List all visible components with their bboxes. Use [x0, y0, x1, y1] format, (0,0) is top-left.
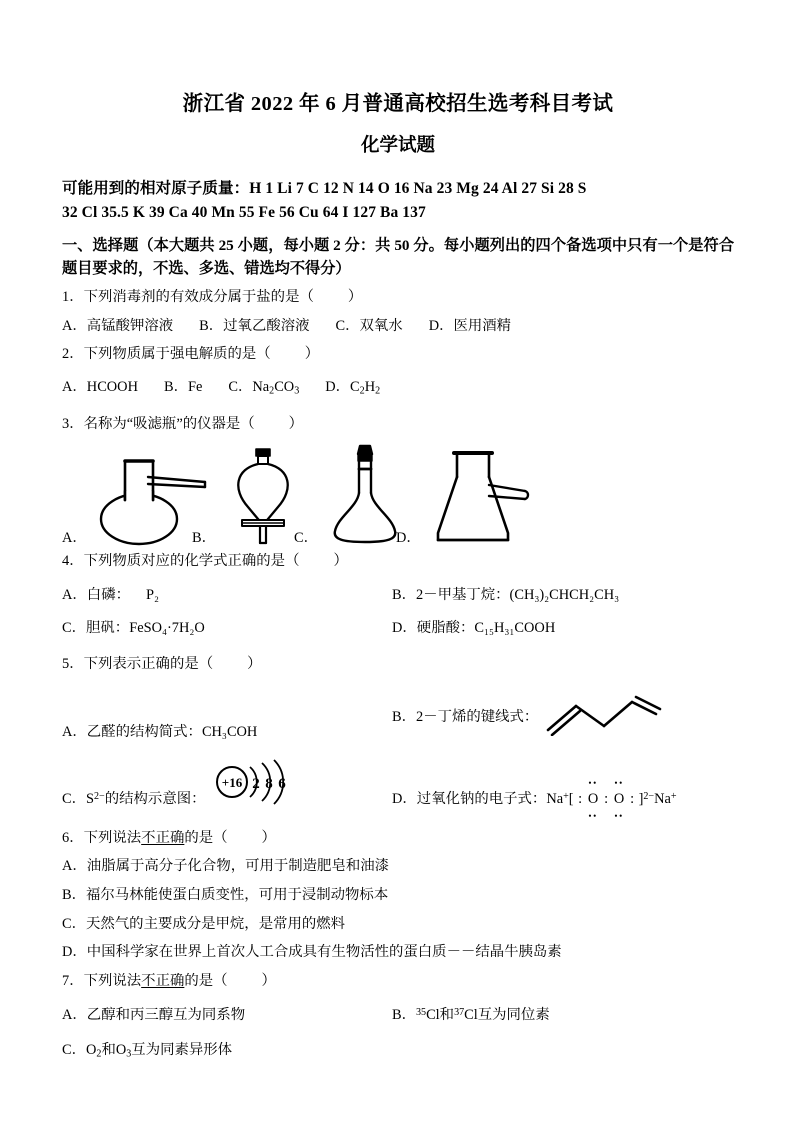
- question-2-options: [62, 377, 734, 399]
- question-7-option-b[interactable]: B．$^{35}$Cl和$^{37}$Cl互为同位素: [392, 1007, 550, 1024]
- question-3-option-b-label[interactable]: B．: [192, 529, 216, 546]
- emphasis-underline: 不正确: [141, 972, 185, 989]
- question-4-option-c[interactable]: C．胆矾：FeSO₄·7H₂O: [62, 620, 205, 637]
- question-3-number: 3．: [62, 415, 84, 432]
- question-7-options-row-1: [62, 1005, 734, 1027]
- question-7-option-c[interactable]: C．$O_2$和$O_3$互为同素异形体: [62, 1042, 233, 1060]
- emphasis-underline: 不正确: [141, 829, 185, 846]
- question-5-options-row-1: [62, 692, 734, 744]
- section-heading: 一、选择题（本大题共 25 小题，每小题 2 分：共 50 分。每小题列出的四个备选项中只有一个是符合题目要求的，不选、多选、错选均不得分）: [62, 236, 734, 277]
- question-1-options: [62, 316, 734, 338]
- question-4-number: 4．: [62, 553, 84, 570]
- question-7: [62, 971, 734, 1062]
- question-4-option-d[interactable]: D．硬脂酸：C₁₅H₃₁COOH: [392, 620, 556, 637]
- question-1-option-a[interactable]: A．高锰酸钾溶液: [62, 317, 174, 334]
- question-1-option-b[interactable]: B．过氧乙酸溶液: [199, 317, 310, 334]
- svg-text:2: 2: [251, 776, 260, 793]
- question-2-number: 2．: [62, 346, 84, 363]
- question-3: [62, 414, 734, 548]
- question-2-option-c[interactable]: C．$Na_2CO_3$: [228, 378, 300, 397]
- question-5-option-c[interactable]: C． $S^{2-}$ 的结构示意图： +16 2 8 6: [62, 757, 392, 811]
- question-3-stem: 3．名称为“吸滤瓶”的仪器是（ ）: [62, 415, 304, 432]
- question-5-option-b[interactable]: B． 2－丁烯的键线式：: [392, 692, 734, 744]
- question-2-option-b[interactable]: B．Fe: [163, 378, 203, 395]
- atomic-mass-line-1: H 1 Li 7 C 12 N 14 O 16 Na 23 Mg 24 Al 27 Si 28 S: [249, 179, 587, 197]
- question-5-options-row-2: [62, 757, 734, 821]
- question-4-stem: 4．下列物质对应的化学式正确的是（ ）: [62, 553, 348, 570]
- sulfide-ion-species: $S^{2-}$: [86, 790, 105, 808]
- atomic-mass-block: [62, 177, 734, 225]
- question-6-option-b[interactable]: B．福尔马林能使蛋白质变性，可用于浸制动物标本: [62, 887, 389, 904]
- question-5: [62, 654, 734, 821]
- question-7-stem: 7．下列说法不正确的是（ ）: [62, 972, 276, 989]
- question-2-option-a[interactable]: A．HCOOH: [62, 378, 138, 395]
- question-4-option-b[interactable]: B．2－甲基丁烷：(CH₃)₂CHCH₂CH₃: [392, 586, 620, 603]
- svg-text:8: 8: [264, 776, 273, 793]
- page-subtitle: 化学试题: [360, 135, 435, 156]
- separatory-funnel-icon: [224, 445, 302, 547]
- question-3-option-d-label[interactable]: D．: [396, 529, 421, 546]
- svg-text:6: 6: [277, 776, 286, 793]
- question-6-number: 6．: [62, 829, 84, 846]
- question-4: [62, 551, 734, 640]
- question-4-options-row-2: [62, 618, 734, 640]
- question-4-options-row-1: [62, 585, 734, 607]
- question-2: [62, 344, 734, 398]
- electron-dot-formula-icon: Na+[ : O •• •• : O •• •• : ]$^{2-}$Na+: [546, 778, 677, 821]
- question-5-option-a[interactable]: A．乙醛的结构简式：CH₃COH: [62, 723, 258, 740]
- question-6-stem: 6．下列说法不正确的是（ ）: [62, 829, 276, 846]
- question-6-option-a[interactable]: A．油脂属于高分子化合物，可用于制造肥皂和油漆: [62, 858, 390, 875]
- question-6-option-d[interactable]: D．中国科学家在世界上首次人工合成具有生物活性的蛋白质－－结晶牛胰岛素: [62, 944, 562, 961]
- question-1-option-d[interactable]: D．医用酒精: [428, 317, 512, 334]
- question-2-option-d[interactable]: D．$C_2H_2$: [325, 378, 381, 397]
- filter-flask-icon: [426, 445, 536, 547]
- question-7-number: 7．: [62, 972, 84, 989]
- atom-shell-diagram-icon: [212, 757, 316, 815]
- question-1: [62, 287, 734, 337]
- skeletal-butadiene-icon: [542, 692, 662, 744]
- atomic-mass-line-2: 32 Cl 35.5 K 39 Ca 40 Mn 55 Fe 56 Cu 64 I 127 Ba 137: [62, 203, 426, 221]
- question-5-stem: 5．下列表示正确的是（ ）: [62, 655, 262, 672]
- question-5-number: 5．: [62, 655, 84, 672]
- question-1-option-c[interactable]: C．双氧水: [335, 317, 403, 334]
- question-4-option-a[interactable]: A．白磷： P₂: [62, 586, 160, 603]
- svg-text:+16: +16: [221, 775, 242, 791]
- page-content: [62, 0, 734, 1062]
- question-5-option-d[interactable]: D．过氧化钠的电子式：Na+[ : O •• •• : O •• •• : ]$^{2-}$Na+: [392, 778, 677, 821]
- page-title: 浙江省 2022 年 6 月普通高校招生选考科目考试: [182, 93, 614, 115]
- question-3-option-a-label[interactable]: A．: [62, 529, 87, 546]
- question-6: [62, 828, 734, 964]
- question-3-option-c-label[interactable]: C．: [294, 529, 318, 546]
- question-2-stem: 2．下列物质属于强电解质的是（ ）: [62, 346, 320, 363]
- question-1-number: 1．: [62, 289, 84, 305]
- question-6-option-c[interactable]: C．天然气的主要成分是甲烷，是常用的燃料: [62, 915, 346, 932]
- question-1-stem: 1．下列消毒剂的有效成分属于盐的是（ ）: [62, 289, 363, 305]
- atomic-mass-label: 可能用到的相对原子质量：: [62, 179, 250, 197]
- question-3-apparatus-row: [62, 443, 734, 547]
- question-7-option-a[interactable]: A．乙醇和丙三醇互为同系物: [62, 1007, 246, 1024]
